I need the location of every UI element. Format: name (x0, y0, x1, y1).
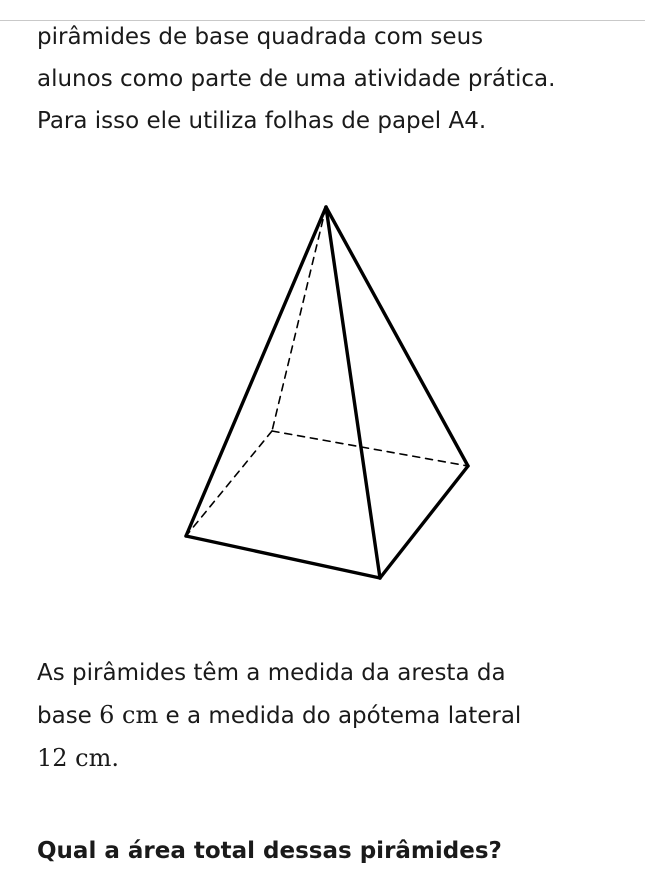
edge-apex-front (326, 207, 380, 578)
intro-line-2: alunos como parte de uma atividade prática. (37, 66, 556, 92)
intro-line-3: Para isso ele utiliza folhas de papel A4. (37, 108, 487, 134)
hidden-edge-back-left (186, 431, 272, 536)
base-edge-value: 6 cm (99, 701, 159, 729)
statement-text-apothem: e a medida do apótema lateral (158, 703, 522, 729)
square-pyramid-figure (0, 190, 645, 590)
intro-line-1: pirâmides de base quadrada com seus (37, 24, 484, 50)
statement-text-base: base (37, 703, 100, 729)
question-heading: Qual a área total dessas pirâmides? (37, 838, 502, 864)
statement-line-1: As pirâmides têm a medida da aresta da (37, 660, 506, 686)
statement-period: . (111, 744, 120, 772)
edge-apex-right (326, 207, 468, 466)
edge-front-right (380, 466, 468, 578)
problem-statement (37, 652, 637, 780)
intro-paragraph (37, 16, 637, 142)
edge-apex-left (186, 207, 326, 536)
edge-left-front (186, 536, 380, 578)
hidden-edge-back-right (272, 431, 468, 466)
apothem-value: 12 cm (37, 744, 112, 772)
